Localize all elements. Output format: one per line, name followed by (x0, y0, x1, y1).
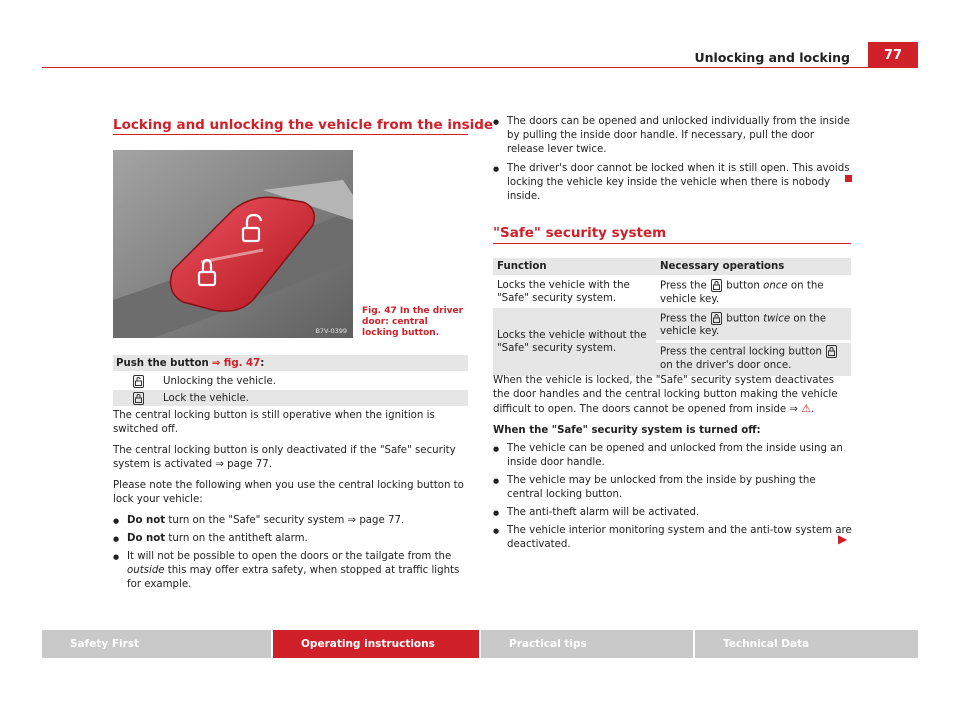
table-row (113, 390, 468, 406)
continue-arrow-icon: ▶ (838, 532, 848, 546)
paragraph: The central locking button is only deactivated if the "Safe" security system is activated ⇒ page 77. (113, 445, 456, 470)
safe-system-table (493, 258, 851, 376)
table-cell-lock-label: Lock the vehicle. (163, 392, 249, 404)
figure-door-lock-button (113, 150, 353, 338)
column-header-function: Function (497, 261, 547, 272)
table-cell: Press the button twice on the vehicle key. (656, 308, 851, 342)
list-item: ● Do not turn on the antitheft alarm. (113, 532, 473, 546)
figure-caption: Fig. 47 In the driver door: central locking button. (362, 306, 464, 338)
table-header-row (493, 258, 851, 275)
lock-icon (711, 279, 722, 292)
table-header-colon: : (260, 357, 265, 369)
table-row (113, 373, 468, 389)
section-heading-safe: "Safe" security system (493, 225, 667, 241)
column-header-operations: Necessary operations (660, 261, 785, 272)
section-heading-locking: Locking and unlocking the vehicle from the inside (113, 117, 494, 133)
door-panel-illustration (113, 150, 353, 338)
table-cell-unlock-label: Unlocking the vehicle. (163, 375, 276, 387)
list-item: ● The anti-theft alarm will be activated. (493, 506, 853, 520)
header-rule (42, 67, 918, 68)
paragraph: Please note the following when you use the central locking button to lock your vehicle: (113, 480, 464, 505)
table-row (493, 308, 851, 342)
left-body-text (113, 409, 473, 592)
warning-triangle-icon[interactable]: ⚠ (801, 402, 812, 415)
list-item: ● The vehicle can be opened and unlocked from the inside using an inside door handle. (493, 442, 853, 470)
lock-icon (711, 312, 722, 325)
footer-tab-operating-instructions[interactable]: Operating instructions (273, 630, 479, 658)
footer-tab-practical-tips[interactable]: Practical tips (481, 630, 693, 658)
footer-tab-safety-first[interactable]: Safety First (42, 630, 271, 658)
lock-icon (133, 392, 144, 405)
table-header (113, 355, 468, 371)
table-cell: Press the button once on the vehicle key. (660, 280, 824, 305)
table-row (493, 275, 851, 308)
table-cell: Press the central locking button on the driver's door once. (656, 342, 851, 376)
right-body-top (493, 115, 853, 204)
paragraph: The central locking button is still operative when the ignition is switched off. (113, 410, 435, 435)
table-header-text: Push the button (116, 357, 209, 369)
section-rule (113, 134, 468, 135)
table-cell: Locks the vehicle without the "Safe" security system. (493, 308, 656, 376)
section-end-marker (845, 175, 852, 182)
list-item: ● The doors can be opened and unlocked individually from the inside by pulling the inside door handle. If necessary, pull the door release lever twice. (493, 115, 853, 157)
section-rule (493, 243, 851, 244)
running-header-title: Unlocking and locking (694, 50, 850, 65)
right-body-bottom (493, 374, 853, 552)
paragraph: When the vehicle is locked, the "Safe" security system deactivates the door handles and the central locking button making the vehicle difficult to open. The doors cannot be opened from inside ⇒ ⚠. (493, 375, 838, 415)
list-item: ● Do not turn on the "Safe" security system ⇒ page 77. (113, 514, 473, 528)
footer-tab-technical-data[interactable]: Technical Data (695, 630, 918, 658)
figure-code: B7V-0399 (315, 327, 347, 335)
unlock-icon (133, 375, 144, 388)
list-item: ● The vehicle interior monitoring system and the anti-tow system are deactivated. (493, 524, 853, 552)
figure-link[interactable]: ⇒ fig. 47 (211, 357, 261, 369)
page-number: 77 (868, 42, 918, 68)
button-function-table (113, 355, 468, 406)
list-item: ● It will not be possible to open the doors or the tailgate from the outside this may offer extra safety, when stopped at traffic lights for example. (113, 550, 473, 592)
subheading: When the "Safe" security system is turned off: (493, 425, 761, 436)
list-item: ● The vehicle may be unlocked from the inside by pushing the central locking button. (493, 474, 853, 502)
lock-icon (826, 345, 837, 358)
list-item: ● The driver's door cannot be locked when it is still open. This avoids locking the vehicle key inside the vehicle when there is nobody inside. (493, 162, 853, 204)
table-cell: Locks the vehicle with the "Safe" security system. (497, 280, 630, 305)
